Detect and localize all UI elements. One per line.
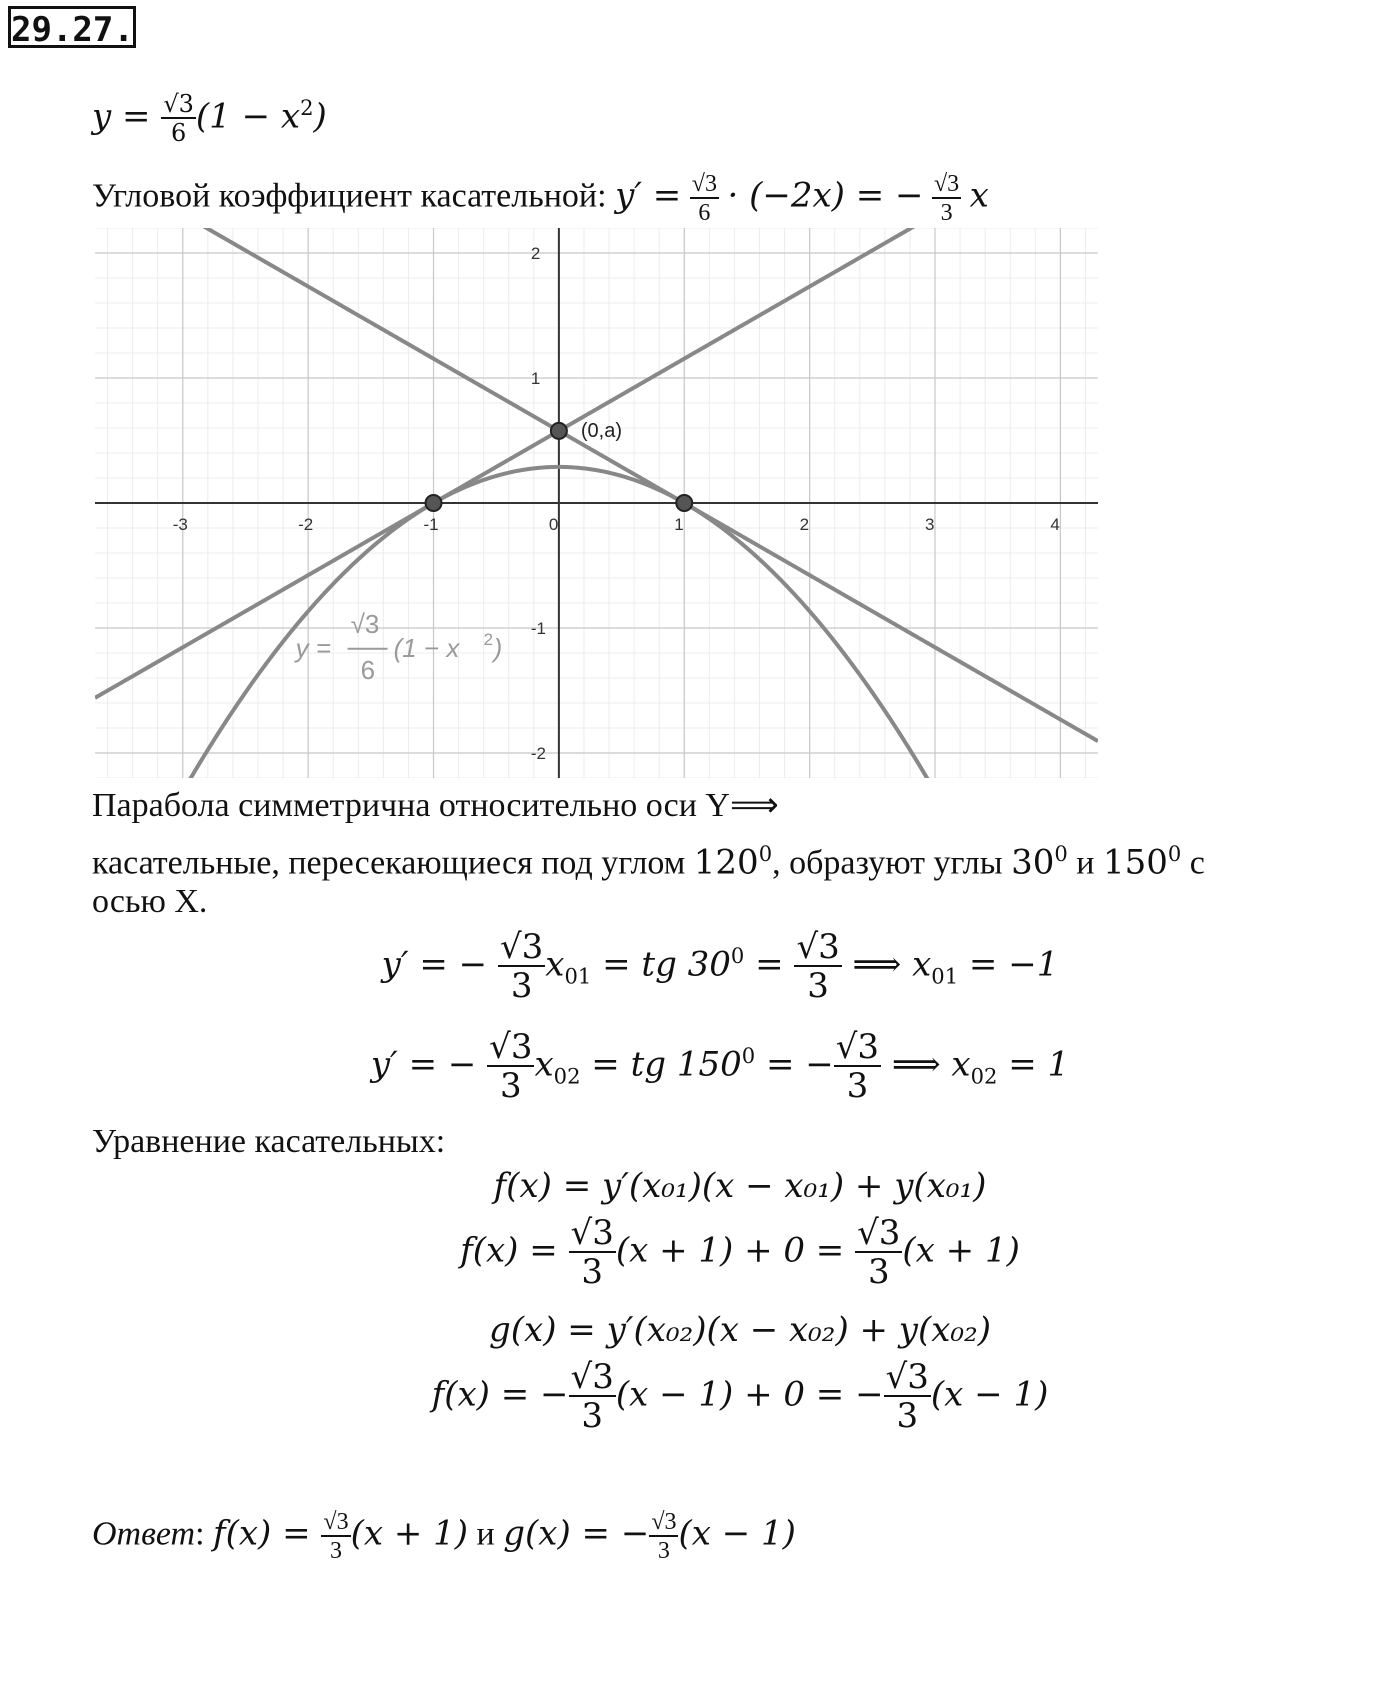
x-tick-label: -3 bbox=[172, 515, 188, 534]
curve-label-tail: (1 − x bbox=[393, 632, 460, 663]
x-tick-label: -2 bbox=[298, 515, 314, 534]
answer-fraction-2: $\frac{√3}{3}$ bbox=[651, 1509, 677, 1564]
curve-label-den: 6 bbox=[360, 654, 376, 685]
eq1-fraction: $\frac{√3}{3}$ bbox=[499, 927, 544, 1006]
point-1 bbox=[676, 495, 692, 511]
eq1-fraction-2: $\frac{√3}{3}$ bbox=[796, 927, 840, 1006]
function-graph bbox=[95, 228, 1098, 778]
parabola-curve bbox=[95, 467, 1098, 778]
answer-label: Ответ bbox=[92, 1515, 196, 1553]
curve-label-close: ) bbox=[493, 632, 503, 663]
symmetry-line-1: Парабола симметрична относительно оси Y⟹ bbox=[92, 787, 779, 824]
x-tick-label: 3 bbox=[925, 515, 935, 534]
eq2-fraction-2: $\frac{√3}{3}$ bbox=[835, 1027, 880, 1106]
g-fraction-2: $\frac{√3}{3}$ bbox=[885, 1357, 929, 1436]
tangents-label: Уравнение касательных: bbox=[92, 1123, 446, 1160]
symmetry-line-2: касательные, пересекающиеся под углом $120^0$, образуют углы $30^0$ и $150^0$ с bbox=[92, 841, 1205, 883]
y-tick-label: 1 bbox=[530, 369, 541, 388]
tangent-line-left bbox=[95, 228, 1098, 698]
symmetry-line-3: осью X. bbox=[92, 883, 208, 920]
answer-line: Ответ: f(x) = $\frac{√3}{3}$ (x + 1) и g(x) = − $\frac{√3}{3}$ (x − 1) bbox=[92, 1509, 796, 1564]
g-fraction-1: $\frac{√3}{3}$ bbox=[570, 1357, 614, 1436]
y-tick-label: -2 bbox=[530, 744, 547, 763]
x-tick-label: 0 bbox=[548, 515, 559, 534]
f-fraction-1: $\frac{√3}{3}$ bbox=[570, 1213, 614, 1292]
given-function: y = $\frac{√3}{6}$ $(1 - x^2)$ bbox=[92, 90, 327, 147]
f-fraction-2: $\frac{√3}{3}$ bbox=[857, 1213, 901, 1292]
f-general: f(x) = y′(x₀₁)(x − x₀₁) + y(x₀₁) bbox=[493, 1166, 987, 1206]
slope-fraction-2: $\frac{√3}{3}$ bbox=[934, 171, 960, 226]
curve-label-lhs: y = bbox=[295, 632, 332, 663]
f-specific: f(x) = $\frac{√3}{3}$ (x + 1) + 0 = $\frac{√3}{3}$ (x + 1) bbox=[460, 1213, 1020, 1292]
g-specific: f(x) = − $\frac{√3}{3}$ (x − 1) + 0 = − $\frac{√3}{3}$ (x − 1) bbox=[431, 1357, 1049, 1436]
answer-fraction-1: $\frac{√3}{3}$ bbox=[323, 1509, 349, 1564]
x-tick-label: -1 bbox=[423, 515, 439, 534]
slope-fraction-1: $\frac{√3}{6}$ bbox=[691, 171, 717, 226]
x-tick-label: 2 bbox=[799, 515, 810, 534]
given-fraction: $\frac{√3}{6}$ bbox=[163, 90, 194, 147]
eq2-fraction: $\frac{√3}{3}$ bbox=[489, 1027, 533, 1106]
curve-label-exp: 2 bbox=[483, 629, 494, 649]
point-2 bbox=[551, 423, 567, 439]
y-tick-label: 2 bbox=[530, 244, 541, 263]
derivation-eq-2: y′ = − $\frac{√3}{3}$ $x_{02}$ = tg $150^0$ = − $\frac{√3}{3}$ ⟹ $x_{02} = 1$ bbox=[370, 1027, 1070, 1106]
g-general: g(x) = y′(x₀₂)(x − x₀₂) + y(x₀₂) bbox=[489, 1310, 991, 1350]
tangent-line-right bbox=[95, 228, 1098, 741]
point-0 bbox=[426, 495, 442, 511]
x-tick-label: 4 bbox=[1050, 515, 1060, 534]
curve-label-num: √3 bbox=[350, 608, 380, 639]
y-tick-label: -1 bbox=[530, 619, 547, 638]
derivation-eq-1: y′ = − $\frac{√3}{3}$ $x_{01}$ = tg $30^0$ = $\frac{√3}{3}$ ⟹ $x_{01} = -1$ bbox=[381, 927, 1059, 1006]
x-tick-label: 1 bbox=[674, 515, 684, 534]
problem-number: 29.27. bbox=[8, 6, 136, 48]
slope-line: Угловой коэффициент касательной: y′ = $\frac{√3}{6}$ · (−2x) = − $\frac{√3}{3}$ x bbox=[92, 171, 989, 226]
curve-label bbox=[294, 609, 503, 685]
point-label-0a: (0,a) bbox=[580, 419, 623, 442]
